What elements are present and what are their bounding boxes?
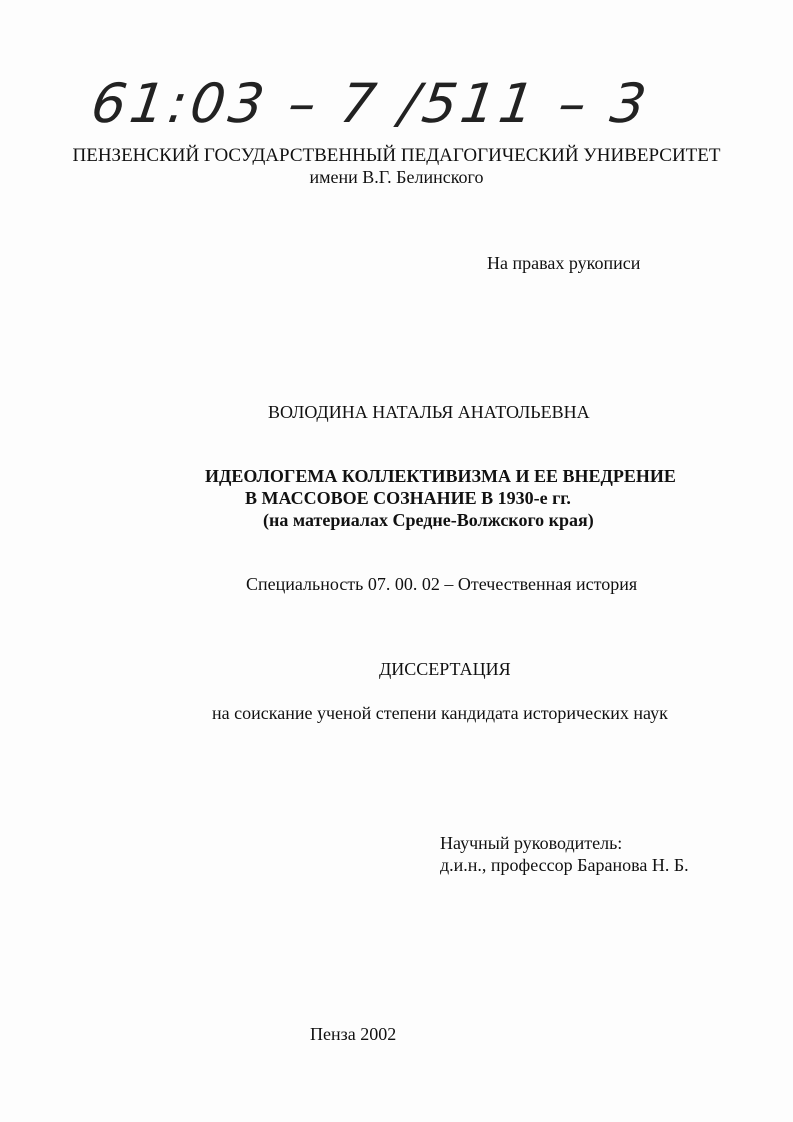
supervisor-label: Научный руководитель: <box>440 833 623 853</box>
handwritten-archive-code: 61:03 – 7 /511 – 3 <box>87 72 654 135</box>
specialty: Специальность 07. 00. 02 – Отечественная история <box>246 574 638 594</box>
university-name: ПЕНЗЕНСКИЙ ГОСУДАРСТВЕННЫЙ ПЕДАГОГИЧЕСКИЙ УНИВЕРСИТЕТ <box>72 145 721 166</box>
manuscript-note: На правах рукописи <box>487 253 641 273</box>
author-name: ВОЛОДИНА НАТАЛЬЯ АНАТОЛЬЕВНА <box>268 402 590 422</box>
title-line-3: (на материалах Средне-Волжского края) <box>263 510 594 530</box>
title-line-1: ИДЕОЛОГЕМА КОЛЛЕКТИВИЗМА И ЕЕ ВНЕДРЕНИЕ <box>205 466 676 486</box>
supervisor-name: д.и.н., профессор Баранова Н. Б. <box>440 855 689 875</box>
university-subtitle: имени В.Г. Белинского <box>309 167 484 187</box>
title-line-2: В МАССОВОЕ СОЗНАНИЕ В 1930-е гг. <box>245 488 571 508</box>
degree-text: на соискание ученой степени кандидата исторических наук <box>212 703 668 723</box>
place-year: Пенза 2002 <box>310 1024 397 1044</box>
document-type: ДИССЕРТАЦИЯ <box>379 659 511 679</box>
